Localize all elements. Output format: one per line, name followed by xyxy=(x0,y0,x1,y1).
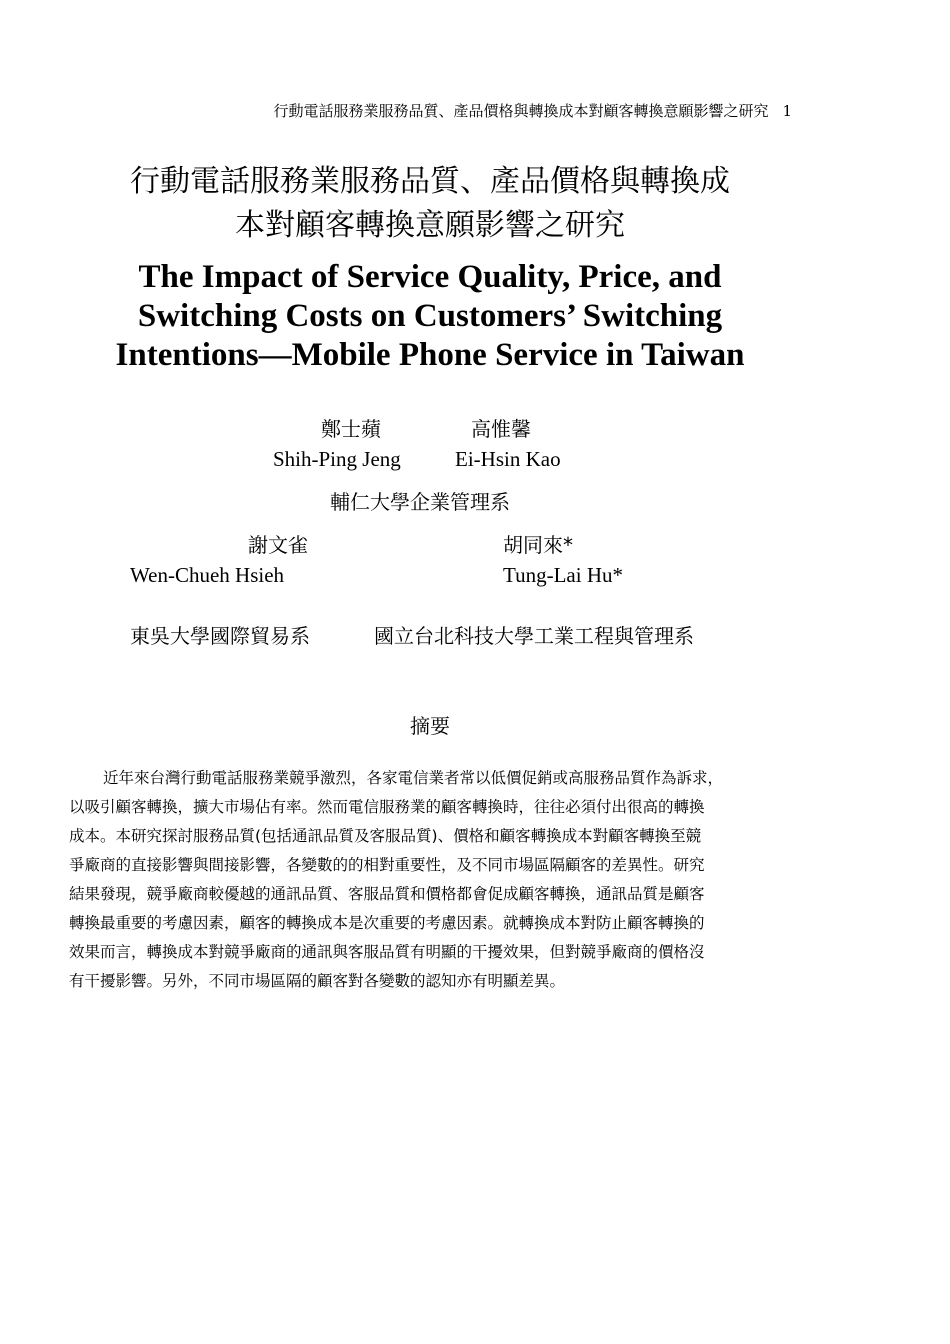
chinese-title-line-2: 本對顧客轉換意願影響之研究 xyxy=(235,208,625,243)
english-title-line-1: The Impact of Service Quality, Price, and xyxy=(138,259,722,295)
abstract-line: 成本。本研究探討服務品質(包括通訊品質及客服品質)、價格和顧客轉換成本對顧客轉換至競 xyxy=(69,827,702,845)
author4-name-zh: 胡同來* xyxy=(503,533,573,557)
abstract-line: 效果而言，轉換成本對競爭廠商的通訊與客服品質有明顯的干擾效果，但對競爭廠商的價格沒 xyxy=(69,943,705,961)
running-header-title: 行動電話服務業服務品質、產品價格與轉換成本對顧客轉換意願影響之研究 xyxy=(273,102,769,120)
chinese-title xyxy=(60,160,800,248)
affiliation-scu: 東吳大學國際貿易系 xyxy=(130,624,310,648)
author1-name-zh: 鄭士蘋 xyxy=(321,417,381,441)
running-header xyxy=(0,100,792,121)
author1-name-en: Shih-Ping Jeng xyxy=(273,447,401,471)
abstract-line: 轉換最重要的考慮因素，顧客的轉換成本是次重要的考慮因素。就轉換成本對防止顧客轉換的 xyxy=(69,914,705,932)
author3-name-zh: 謝文雀 xyxy=(248,533,308,557)
abstract-body xyxy=(69,764,809,996)
abstract-line: 有干擾影響。另外，不同市場區隔的顧客對各變數的認知亦有明顯差異。 xyxy=(69,972,566,990)
abstract-line: 結果發現，競爭廠商較優越的通訊品質、客服品質和價格都會促成顧客轉換，通訊品質是顧客 xyxy=(69,885,705,903)
author4-name-en: Tung-Lai Hu* xyxy=(503,563,623,587)
page-number: 1 xyxy=(782,102,792,120)
english-title xyxy=(40,258,820,375)
abstract-heading: 摘要 xyxy=(410,714,450,738)
author3-name-en: Wen-Chueh Hsieh xyxy=(130,563,285,587)
english-title-line-3: Intentions—Mobile Phone Service in Taiwan xyxy=(115,337,745,373)
abstract-line: 爭廠商的直接影響與間接影響，各變數的的相對重要性，及不同市場區隔顧客的差異性。研究 xyxy=(69,856,705,874)
affiliation-fju: 輔仁大學企業管理系 xyxy=(330,490,510,514)
author2-name-zh: 高惟馨 xyxy=(471,417,531,441)
abstract-line: 近年來台灣行動電話服務業競爭激烈，各家電信業者常以低價促銷或高服務品質作為訴求， xyxy=(103,769,724,787)
affiliation-ntut: 國立台北科技大學工業工程與管理系 xyxy=(374,624,694,648)
author2-name-en: Ei-Hsin Kao xyxy=(455,447,561,471)
chinese-title-line-1: 行動電話服務業服務品質、產品價格與轉換成 xyxy=(130,164,730,199)
abstract-line: 以吸引顧客轉換，擴大市場佔有率。然而電信服務業的顧客轉換時，往往必須付出很高的轉換 xyxy=(69,798,705,816)
english-title-line-2: Switching Costs on Customers’ Switching xyxy=(137,298,723,334)
